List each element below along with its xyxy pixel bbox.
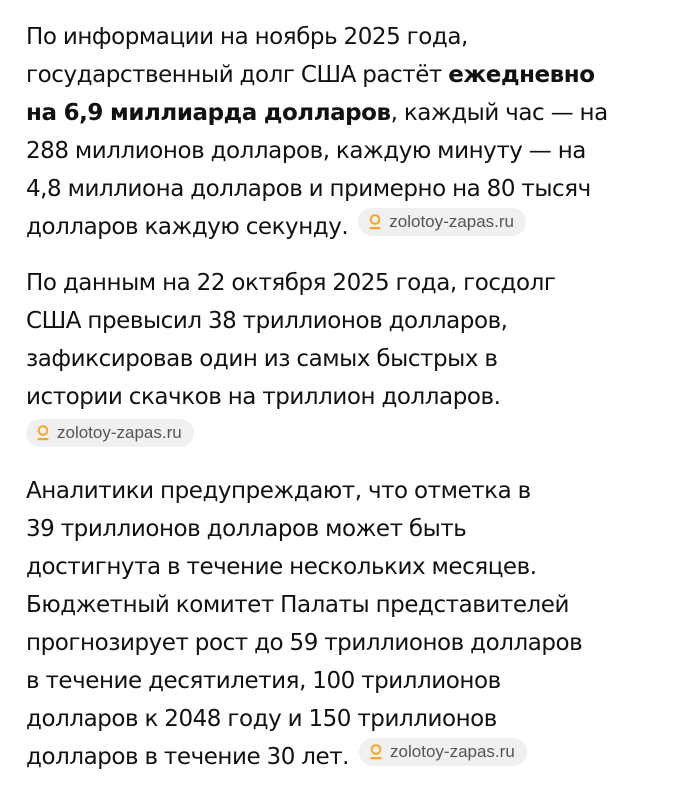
zolotoy-zapas-favicon-icon [369, 742, 383, 762]
source-link-chip[interactable] [358, 208, 526, 236]
text-line: Бюджетный комитет Палаты представителей [26, 592, 569, 618]
zolotoy-zapas-favicon-icon [36, 423, 50, 443]
text-line: зафиксировав один из самых быстрых в [26, 346, 498, 372]
text-line: По данным на 22 октября 2025 года, госдолг [26, 270, 556, 296]
text-line: достигнута в течение нескольких месяцев. [26, 554, 537, 580]
source-link-chip[interactable] [26, 419, 194, 447]
text-span: долларов каждую секунду. [26, 214, 349, 240]
text-line: Аналитики предупреждают, что отметка в [26, 478, 531, 504]
text-line: 4,8 миллиона долларов и примерно на 80 тысяч [26, 176, 591, 202]
text-line: 39 триллионов долларов может быть [26, 516, 467, 542]
text-line [26, 94, 666, 132]
zolotoy-zapas-favicon-icon [368, 212, 382, 232]
text-line: долларов к 2048 году и 150 триллионов [26, 706, 497, 732]
text-span: государственный долг США растёт [26, 62, 449, 88]
source-domain: zolotoy-zapas.ru [389, 212, 514, 231]
answer-paragraph-3 [26, 472, 666, 776]
text-line: США превысил 38 триллионов долларов, [26, 308, 508, 334]
answer-paragraph-2 [26, 264, 666, 454]
answer-paragraph-1 [26, 18, 666, 246]
text-span: долларов в течение 30 лет. [26, 744, 350, 770]
text-line [26, 208, 666, 246]
text-line [26, 738, 666, 776]
text-line [26, 56, 666, 94]
text-line [26, 416, 666, 454]
text-line: истории скачков на триллион долларов. [26, 384, 501, 410]
source-link-chip[interactable] [359, 738, 527, 766]
text-span: , каждый час — на [390, 100, 608, 126]
text-line: 288 миллионов долларов, каждую минуту — на [26, 138, 586, 164]
source-domain: zolotoy-zapas.ru [57, 423, 182, 442]
highlight-text: на 6,9 миллиарда долларов [26, 100, 391, 126]
text-line: в течение десятилетия, 100 триллионов [26, 668, 501, 694]
text-line: прогнозирует рост до 59 триллионов долларов [26, 630, 583, 656]
source-domain: zolotoy-zapas.ru [390, 742, 515, 761]
highlight-text: ежедневно [448, 62, 595, 88]
text-line: По информации на ноябрь 2025 года, [26, 24, 468, 50]
